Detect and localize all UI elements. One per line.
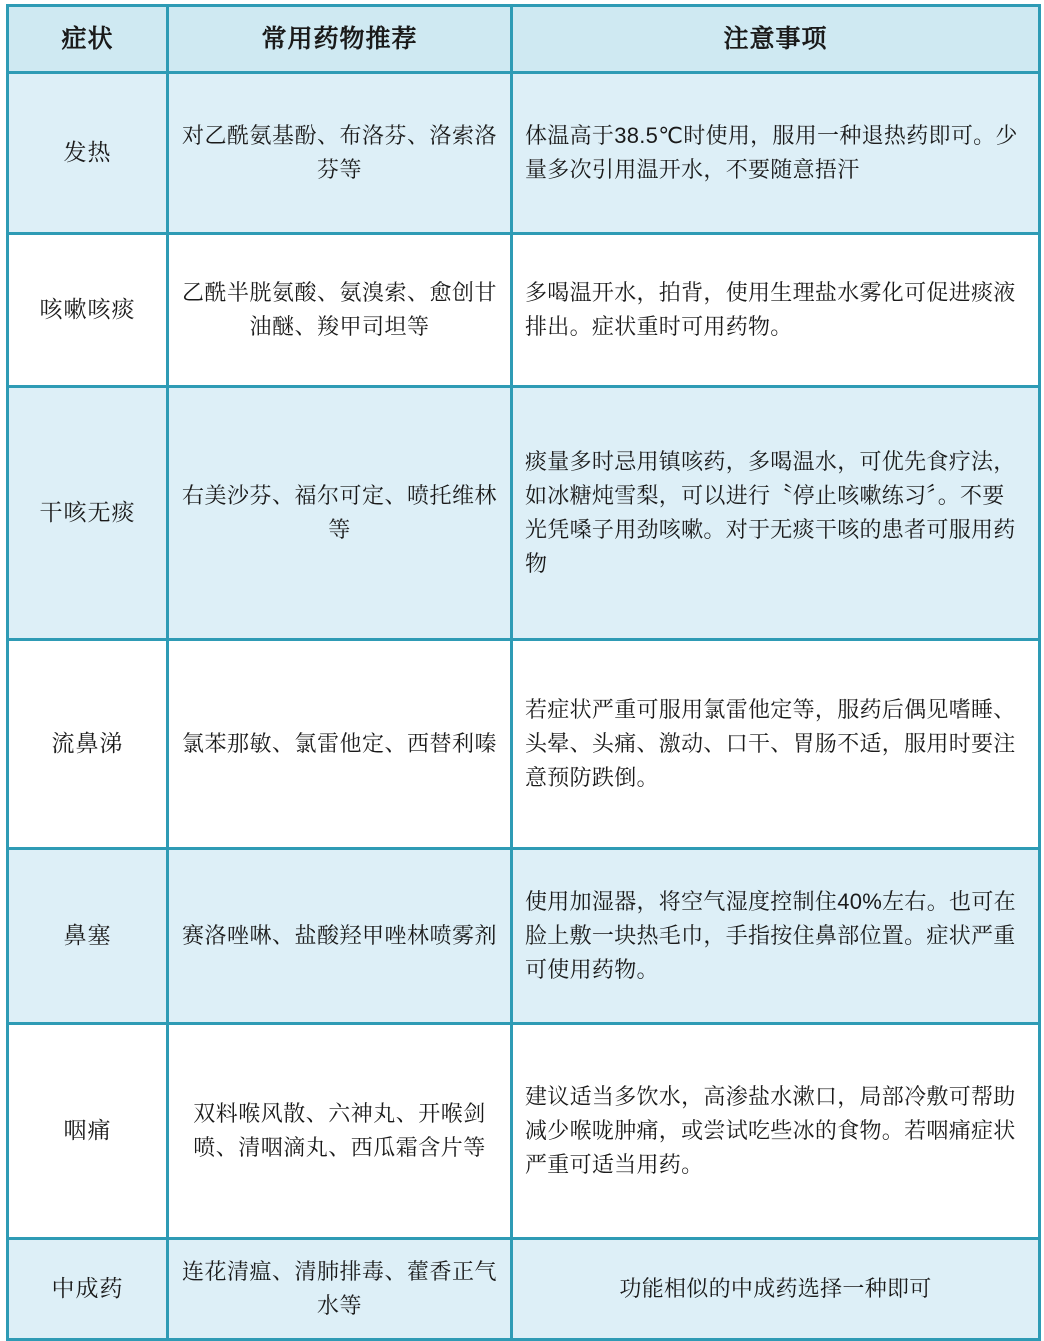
- cell-symptom: 咳嗽咳痰: [8, 234, 168, 387]
- cell-medication: 乙酰半胱氨酸、氨溴索、愈创甘油醚、羧甲司坦等: [168, 234, 512, 387]
- cell-symptom: 鼻塞: [8, 849, 168, 1024]
- table-row: [8, 387, 1040, 640]
- table-row: [8, 1024, 1040, 1239]
- cell-notes: 功能相似的中成药选择一种即可: [512, 1239, 1040, 1340]
- table-row: [8, 640, 1040, 849]
- cell-symptom: 咽痛: [8, 1024, 168, 1239]
- column-header-notes: 注意事项: [512, 6, 1040, 73]
- symptom-medication-table: [6, 4, 1041, 1341]
- table-body: [8, 73, 1040, 1340]
- table-header: [8, 6, 1040, 73]
- cell-symptom: 流鼻涕: [8, 640, 168, 849]
- cell-notes: 多喝温开水，拍背，使用生理盐水雾化可促进痰液排出。症状重时可用药物。: [512, 234, 1040, 387]
- cell-medication: 右美沙芬、福尔可定、喷托维林等: [168, 387, 512, 640]
- cell-medication: 连花清瘟、清肺排毒、藿香正气水等: [168, 1239, 512, 1340]
- table-row: [8, 73, 1040, 234]
- cell-notes: 若症状严重可服用氯雷他定等，服药后偶见嗜睡、头晕、头痛、激动、口干、胃肠不适，服用时要注意预防跌倒。: [512, 640, 1040, 849]
- table-header-row: [8, 6, 1040, 73]
- cell-notes: 痰量多时忌用镇咳药，多喝温水，可优先食疗法，如冰糖炖雪梨，可以进行〝停止咳嗽练习〞。不要光凭嗓子用劲咳嗽。对于无痰干咳的患者可服用药物: [512, 387, 1040, 640]
- cell-symptom: 发热: [8, 73, 168, 234]
- table-row: [8, 1239, 1040, 1340]
- column-header-medication: 常用药物推荐: [168, 6, 512, 73]
- cell-notes: 使用加湿器，将空气湿度控制住40%左右。也可在脸上敷一块热毛巾，手指按住鼻部位置。症状严重可使用药物。: [512, 849, 1040, 1024]
- table-row: [8, 849, 1040, 1024]
- column-header-symptom: 症状: [8, 6, 168, 73]
- cell-symptom: 中成药: [8, 1239, 168, 1340]
- cell-medication: 氯苯那敏、氯雷他定、西替利嗪: [168, 640, 512, 849]
- cell-medication: 对乙酰氨基酚、布洛芬、洛索洛芬等: [168, 73, 512, 234]
- cell-notes: 体温高于38.5℃时使用，服用一种退热药即可。少量多次引用温开水，不要随意捂汗: [512, 73, 1040, 234]
- cell-notes: 建议适当多饮水，高渗盐水漱口，局部冷敷可帮助减少喉咙肿痛，或尝试吃些冰的食物。若咽痛症状严重可适当用药。: [512, 1024, 1040, 1239]
- cell-medication: 双料喉风散、六神丸、开喉剑喷、清咽滴丸、西瓜霜含片等: [168, 1024, 512, 1239]
- cell-symptom: 干咳无痰: [8, 387, 168, 640]
- cell-medication: 赛洛唑啉、盐酸羟甲唑林喷雾剂: [168, 849, 512, 1024]
- table-row: [8, 234, 1040, 387]
